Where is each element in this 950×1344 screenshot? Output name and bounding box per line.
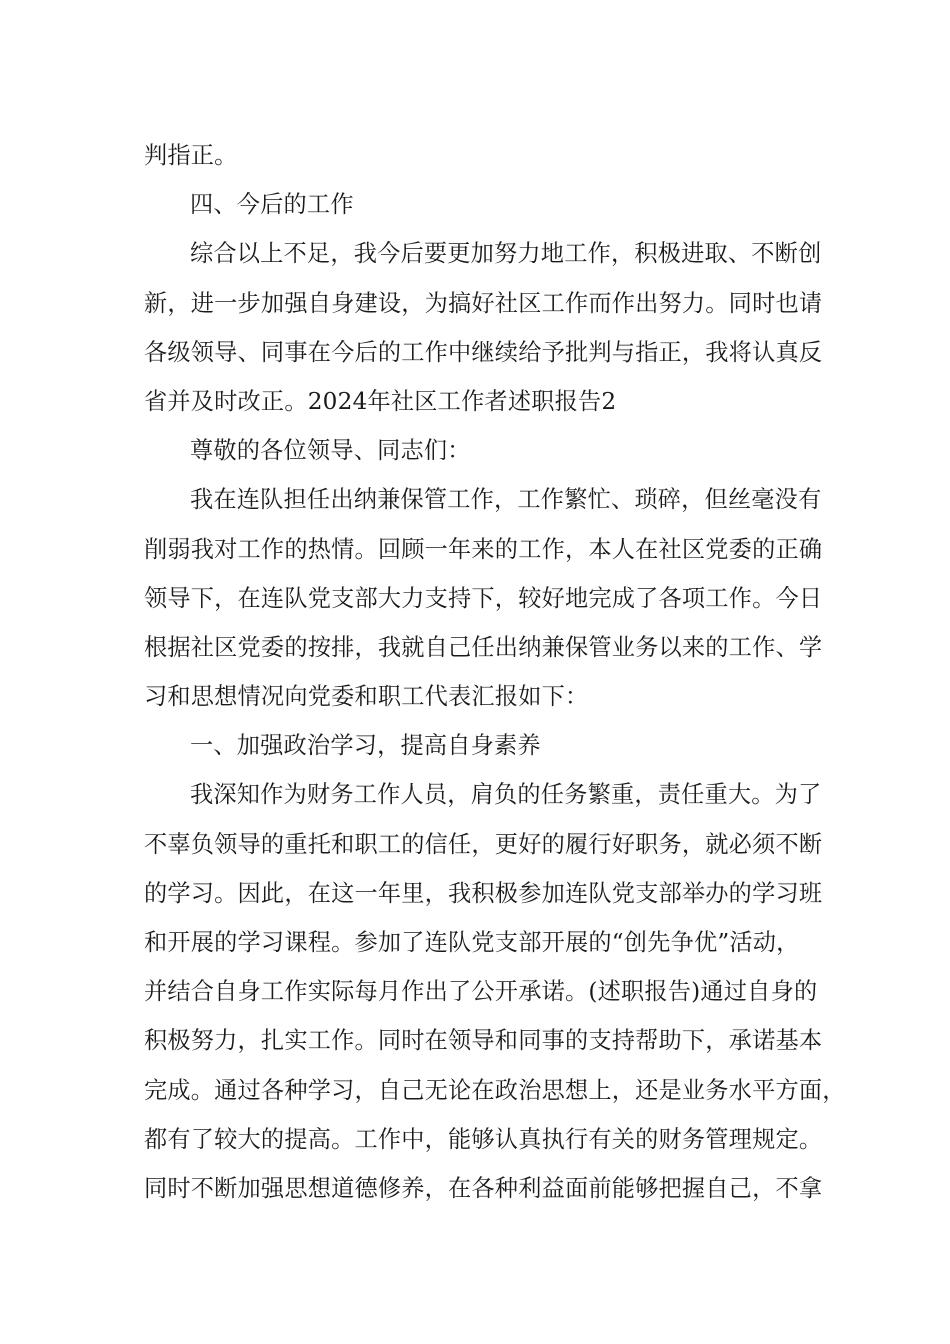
text-line: 积极努力，扎实工作。同时在领导和同事的支持帮助下，承诺基本 [144, 1027, 823, 1055]
text-line: 同时不断加强思想道德修养，在各种利益面前能够把握自己，不拿 [144, 1174, 823, 1202]
text-line: 综合以上不足，我今后要更加努力地工作，积极进取、不断创 [190, 240, 822, 268]
text-line: 根据社区党委的按排，我就自己任出纳兼保管业务以来的工作、学 [144, 633, 823, 661]
text-line: 和开展的学习课程。参加了连队党支部开展的“创先争优”活动， [144, 929, 800, 956]
text-line: 各级领导、同事在今后的工作中继续给予批判与指正，我将认真反 [144, 338, 823, 366]
text-line: 不辜负领导的重托和职工的信任，更好的履行好职务，就必须不断 [144, 830, 823, 858]
text-line: 并结合自身工作实际每月作出了公开承诺。(述职报告)通过自身的 [144, 978, 818, 1006]
text-line: 新，进一步加强自身建设，为搞好社区工作而作出努力。同时也请 [144, 289, 823, 317]
section-heading: 一、加强政治学习，提高自身素养 [190, 732, 541, 760]
text-line: 领导下，在连队党支部大力支持下，较好地完成了各项工作。今日 [144, 584, 823, 612]
text-line: 我深知作为财务工作人员，肩负的任务繁重，责任重大。为了 [190, 781, 822, 809]
section-heading: 四、今后的工作 [190, 191, 354, 219]
text-line: 的学习。因此，在这一年里，我积极参加连队党支部举办的学习班 [144, 879, 823, 907]
salutation: 尊敬的各位领导、同志们： [190, 437, 471, 465]
text-line: 都有了较大的提高。工作中，能够认真执行有关的财务管理规定。 [144, 1125, 823, 1153]
text-line: 省并及时改正。2024年社区工作者述职报告2 [144, 387, 617, 415]
document-body [144, 131, 846, 1213]
text-line: 判指正。 [144, 142, 238, 169]
text-line: 我在连队担任出纳兼保管工作，工作繁忙、琐碎，但丝毫没有 [190, 486, 822, 514]
text-line: 削弱我对工作的热情。回顾一年来的工作，本人在社区党委的正确 [144, 535, 823, 563]
text-line: 完成。通过各种学习，自己无论在政治思想上，还是业务水平方面， [144, 1076, 846, 1104]
text-line: 习和思想情况向党委和职工代表汇报如下： [144, 683, 589, 711]
